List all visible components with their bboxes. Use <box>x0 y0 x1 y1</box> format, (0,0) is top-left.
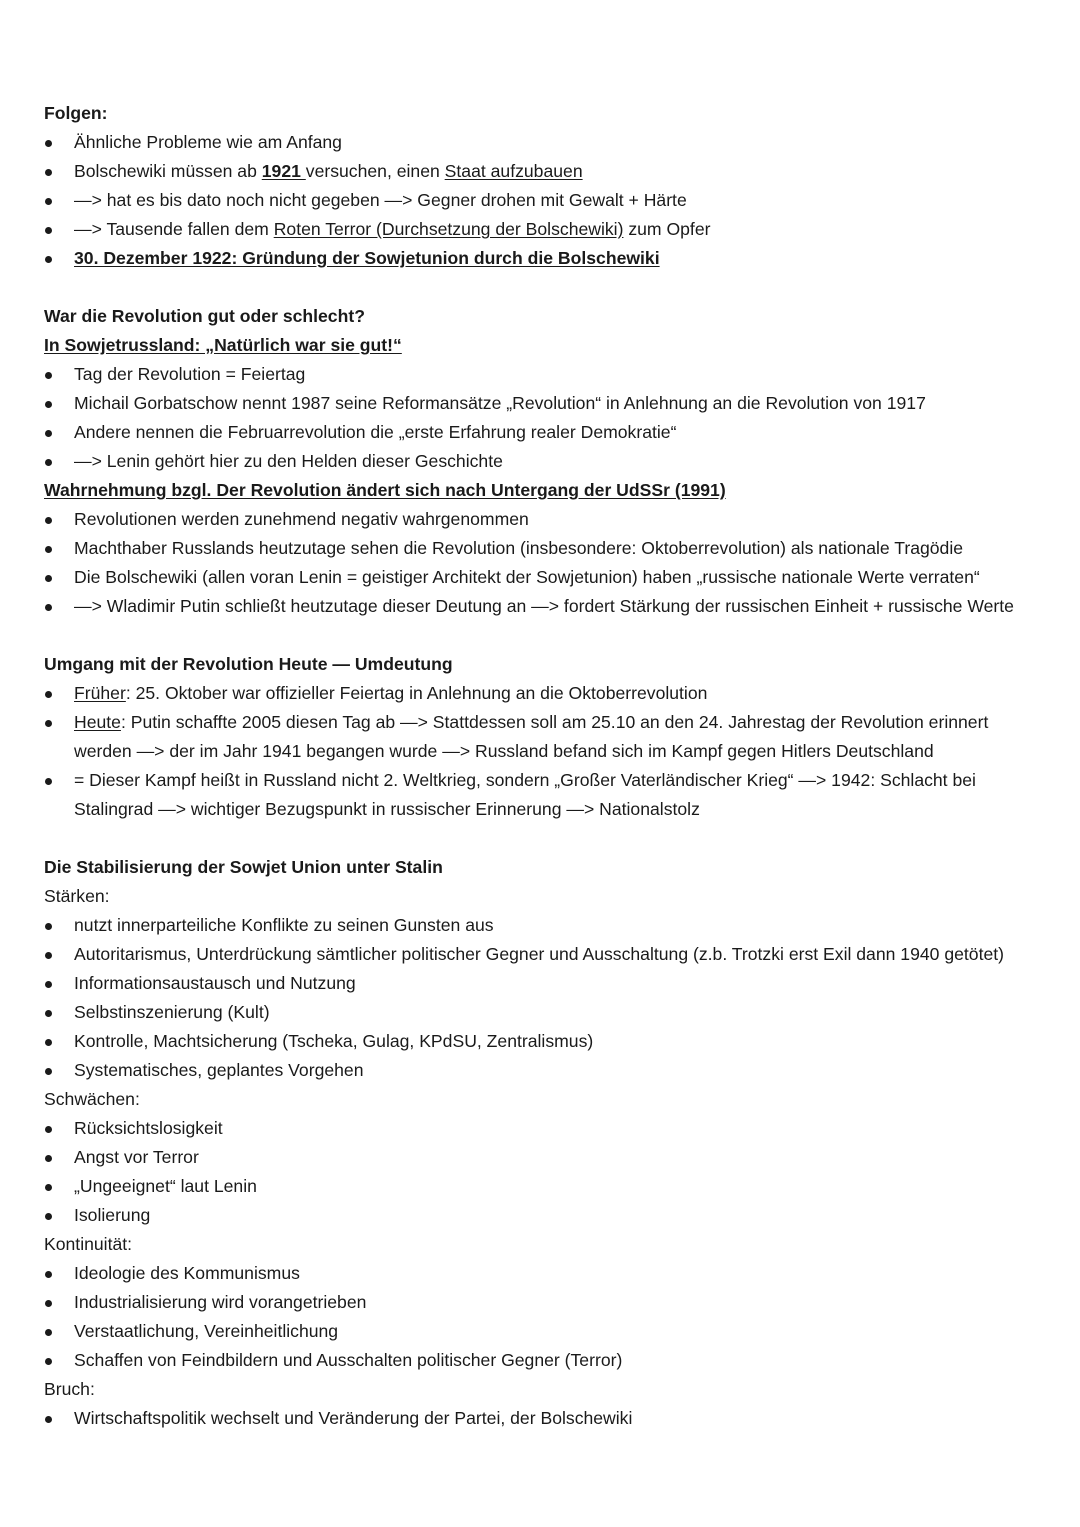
bold-underlined-text: 30. Dezember 1922: Gründung der Sowjetunion durch die Bolschewiki <box>74 248 660 268</box>
list-item <box>44 505 1044 534</box>
text-segment: Ideologie des Kommunismus <box>74 1263 300 1283</box>
bold-text: Folgen: <box>44 103 108 123</box>
text-segment: Verstaatlichung, Vereinheitlichung <box>74 1321 339 1341</box>
bold-text: Umgang mit der Revolution Heute — Umdeutung <box>44 654 453 674</box>
list-item <box>44 360 1044 389</box>
list-item <box>44 1172 1044 1201</box>
text-segment: Revolutionen werden zunehmend negativ wahrgenommen <box>74 509 529 529</box>
list-item <box>44 940 1044 969</box>
text-segment: „Ungeeignet“ laut Lenin <box>74 1176 257 1196</box>
list-item <box>44 534 1044 563</box>
list-item <box>44 157 1044 186</box>
text-segment: : 25. Oktober war offizieller Feiertag in Anlehnung an die Oktoberrevolution <box>125 683 708 703</box>
subsection-label <box>44 1375 1044 1404</box>
bold-underlined-text: Wahrnehmung bzgl. Der Revolution ändert sich nach Untergang der UdSSr (1991) <box>44 480 726 500</box>
blank-line <box>44 621 1044 650</box>
document-page <box>44 99 1044 1433</box>
section-heading <box>44 302 1044 331</box>
text-segment: werden —> der im Jahr 1941 begangen wurde —> Russland befand sich im Kampf gegen Hitlers Deutschland <box>74 741 934 761</box>
list-item <box>44 1027 1044 1056</box>
list-item <box>44 128 1044 157</box>
text-segment: zum Opfer <box>623 219 711 239</box>
list-item <box>44 447 1044 476</box>
text-segment: Rücksichtslosigkeit <box>74 1118 223 1138</box>
text-segment: Industrialisierung wird vorangetrieben <box>74 1292 367 1312</box>
text-segment: Angst vor Terror <box>74 1147 199 1167</box>
underlined-text: Staat aufzubauen <box>444 161 583 181</box>
text-segment: —> Lenin gehört hier zu den Helden dieser Geschichte <box>74 451 503 471</box>
text-segment: Schaffen von Feindbildern und Ausschalten politischer Gegner (Terror) <box>74 1350 623 1370</box>
list-item <box>44 679 1044 708</box>
list-item <box>44 708 1044 766</box>
list-item <box>44 244 1044 273</box>
underlined-text: Roten Terror (Durchsetzung der Bolschewiki) <box>273 219 624 239</box>
text-segment: Wirtschaftspolitik wechselt und Veränderung der Partei, der Bolschewiki <box>74 1408 633 1428</box>
subsection-label <box>44 1230 1044 1259</box>
list-item <box>44 592 1044 621</box>
bold-text: Die Stabilisierung der Sowjet Union unter Stalin <box>44 857 443 877</box>
text-segment: —> hat es bis dato noch nicht gegeben —> Gegner drohen mit Gewalt + Härte <box>74 190 687 210</box>
text-segment: : Putin schaffte 2005 diesen Tag ab —> Stattdessen soll am 25.10 an den 24. Jahrestag der Revolution erinnert <box>120 712 989 732</box>
text-segment: Andere nennen die Februarrevolution die „erste Erfahrung realer Demokratie“ <box>74 422 677 442</box>
text-segment: Selbstinszenierung (Kult) <box>74 1002 270 1022</box>
list-item <box>44 1114 1044 1143</box>
text-segment: Autoritarismus, Unterdrückung sämtlicher politischer Gegner und Ausschaltung (z.b. Trotzki erst Exil dann 1940 getötet) <box>74 944 1004 964</box>
text-segment: Schwächen: <box>44 1089 140 1109</box>
blank-line <box>44 824 1044 853</box>
list-item <box>44 969 1044 998</box>
list-item <box>44 1056 1044 1085</box>
list-item <box>44 1288 1044 1317</box>
bold-underlined-text: In Sowjetrussland: „Natürlich war sie gut!“ <box>44 335 402 355</box>
bold-underlined-text: 1921 <box>261 161 306 181</box>
list-item <box>44 1346 1044 1375</box>
subsection-label <box>44 1085 1044 1114</box>
list-item <box>44 215 1044 244</box>
blank-line <box>44 273 1044 302</box>
text-segment: versuchen, einen <box>305 161 445 181</box>
list-item <box>44 998 1044 1027</box>
underlined-text: Früher <box>74 683 126 703</box>
list-item <box>44 911 1044 940</box>
bold-text: War die Revolution gut oder schlecht? <box>44 306 365 326</box>
list-item <box>44 1404 1044 1433</box>
text-segment: —> Tausende fallen dem <box>74 219 274 239</box>
text-segment: Bolschewiki müssen ab <box>74 161 262 181</box>
text-segment: Stärken: <box>44 886 110 906</box>
list-item <box>44 1143 1044 1172</box>
text-segment: Ähnliche Probleme wie am Anfang <box>74 132 342 152</box>
list-item <box>44 389 1044 418</box>
text-segment: Isolierung <box>74 1205 151 1225</box>
section-heading <box>44 476 1044 505</box>
list-item <box>44 1201 1044 1230</box>
text-segment: Kontrolle, Machtsicherung (Tscheka, Gulag, KPdSU, Zentralismus) <box>74 1031 594 1051</box>
section-heading <box>44 853 1044 882</box>
text-segment: Bruch: <box>44 1379 95 1399</box>
list-item <box>44 766 1044 824</box>
text-segment: = Dieser Kampf heißt in Russland nicht 2. Weltkrieg, sondern „Großer Vaterländischer Krieg“ —> 1942: Schlacht bei <box>74 770 976 790</box>
section-heading <box>44 331 1044 360</box>
section-heading <box>44 650 1044 679</box>
section-heading <box>44 99 1044 128</box>
list-item <box>44 1317 1044 1346</box>
text-segment: Kontinuität: <box>44 1234 133 1254</box>
text-segment: Die Bolschewiki (allen voran Lenin = geistiger Architekt der Sowjetunion) haben „russische nationale Werte verraten“ <box>74 567 980 587</box>
text-segment: Systematisches, geplantes Vorgehen <box>74 1060 364 1080</box>
text-segment: Tag der Revolution = Feiertag <box>74 364 306 384</box>
text-segment: Informationsaustausch und Nutzung <box>74 973 356 993</box>
text-segment: —> Wladimir Putin schließt heutzutage dieser Deutung an —> fordert Stärkung der russischen Einheit + russische Werte <box>74 596 1014 616</box>
list-item <box>44 563 1044 592</box>
underlined-text: Heute <box>74 712 121 732</box>
list-item <box>44 1259 1044 1288</box>
text-segment: Stalingrad —> wichtiger Bezugspunkt in russischer Erinnerung —> Nationalstolz <box>74 799 700 819</box>
subsection-label <box>44 882 1044 911</box>
list-item <box>44 186 1044 215</box>
text-segment: Machthaber Russlands heutzutage sehen die Revolution (insbesondere: Oktoberrevolution) als nationale Tragödie <box>74 538 964 558</box>
text-segment: Michail Gorbatschow nennt 1987 seine Reformansätze „Revolution“ in Anlehnung an die Revolution von 1917 <box>74 393 926 413</box>
list-item <box>44 418 1044 447</box>
text-segment: nutzt innerparteiliche Konflikte zu seinen Gunsten aus <box>74 915 494 935</box>
